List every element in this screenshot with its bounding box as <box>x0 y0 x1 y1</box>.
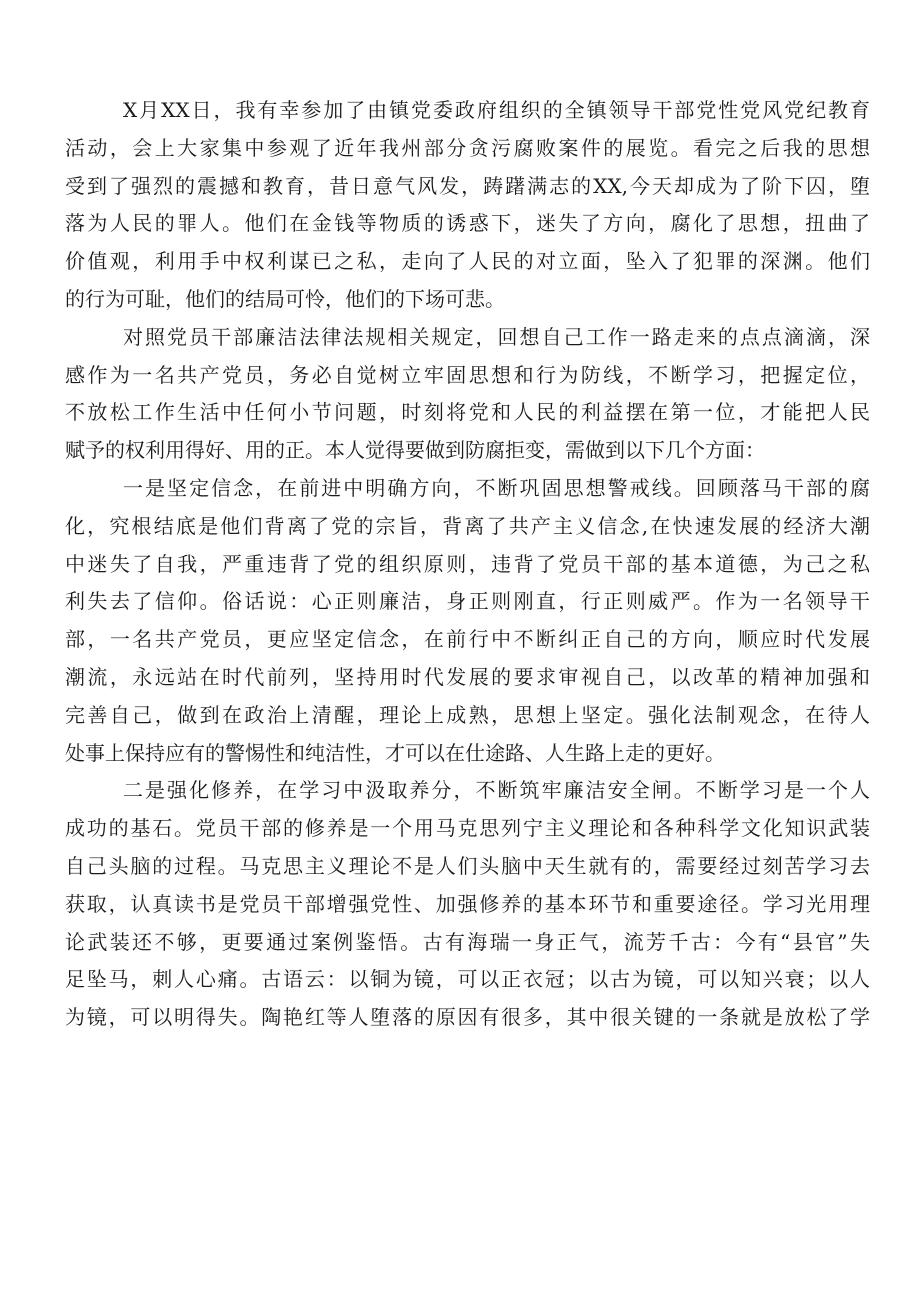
text-line: 部，一名共产党员，更应坚定信念，在前行中不断纠正自己的方向，顺应时代发展 <box>65 627 870 652</box>
text-line: 受到了强烈的震撼和教育，昔日意气风发，踌躇满志的XX,今天却成为了阶下囚，堕 <box>65 173 870 198</box>
text-line: 价值观，利用手中权利谋已之私，走向了人民的对立面，坠入了犯罪的深渊。他们 <box>65 249 870 274</box>
text-line: 潮流，永远站在时代前列，坚持用时代发展的要求审视自己，以改革的精神加强和 <box>65 664 870 689</box>
text-line: 落为人民的罪人。他们在金钱等物质的诱惑下，迷失了方向，腐化了思想，扭曲了 <box>65 211 870 236</box>
text-line: 自己头脑的过程。马克思主义理论不是人们头脑中天生就有的，需要经过刻苦学习去 <box>65 853 870 878</box>
paragraph-4 <box>65 772 870 1037</box>
text-line: 利失去了信仰。俗话说：心正则廉洁，身正则刚直，行正则威严。作为一名领导干 <box>65 589 870 614</box>
text-line: 感作为一名共产党员，务必自觉树立牢固思想和行为防线，不断学习，把握定位， <box>65 362 870 387</box>
text-line: 完善自己，做到在政治上清醒，理论上成熟，思想上坚定。强化法制观念，在待人 <box>65 702 870 727</box>
text-line: 成功的基石。党员干部的修养是一个用马克思列宁主义理论和各种科学文化知识武装 <box>65 816 870 841</box>
text-line: 对照党员干部廉洁法律法规相关规定，回想自己工作一路走来的点点滴滴，深 <box>123 324 870 349</box>
text-line: 为镜，可以明得失。陶艳红等人堕落的原因有很多，其中很关键的一条就是放松了学 <box>65 1005 870 1030</box>
text-line: 二是强化修养，在学习中汲取养分，不断筑牢廉洁安全闸。不断学习是一个人 <box>123 778 870 803</box>
text-line: 不放松工作生活中任何小节问题，时刻将党和人民的利益摆在第一位，才能把人民 <box>65 400 870 425</box>
paragraph-1 <box>65 92 870 319</box>
text-line: 化，究根结底是他们背离了党的宗旨，背离了共产主义信念,在快速发展的经济大潮 <box>65 513 870 538</box>
text-line: 论武装还不够，更要通过案例鉴悟。古有海瑞一身正气，流芳千古：今有“县官”失 <box>65 929 870 954</box>
text-line: 一是坚定信念，在前进中明确方向，不断巩固思想警戒线。回顾落马干部的腐 <box>123 475 870 500</box>
text-line: 中迷失了自我，严重违背了党的组织原则，违背了党员干部的基本道德，为己之私 <box>65 551 870 576</box>
text-line: 的行为可耻，他们的结局可怜，他们的下场可悲。 <box>65 286 505 311</box>
text-line: 活动，会上大家集中参观了近年我州部分贪污腐败案件的展览。看完之后我的思想 <box>65 135 870 160</box>
text-line: 获取，认真读书是党员干部增强党性、加强修养的基本环节和重要途径。学习光用理 <box>65 891 870 916</box>
paragraph-2 <box>65 319 870 470</box>
text-line: 处事上保持应有的警惕性和纯洁性，才可以在仕途路、人生路上走的更好。 <box>65 740 725 765</box>
paragraph-3 <box>65 470 870 772</box>
text-line: 赋予的权利用得好、用的正。本人觉得要做到防腐拒变，需做到以下几个方面： <box>65 438 765 463</box>
text-line: X月XX日，我有幸参加了由镇党委政府组织的全镇领导干部党性党风党纪教育 <box>123 98 870 122</box>
document-body <box>65 92 870 1037</box>
text-line: 足坠马，刺人心痛。古语云：以铜为镜，可以正衣冠；以古为镜，可以知兴衰；以人 <box>65 967 870 992</box>
